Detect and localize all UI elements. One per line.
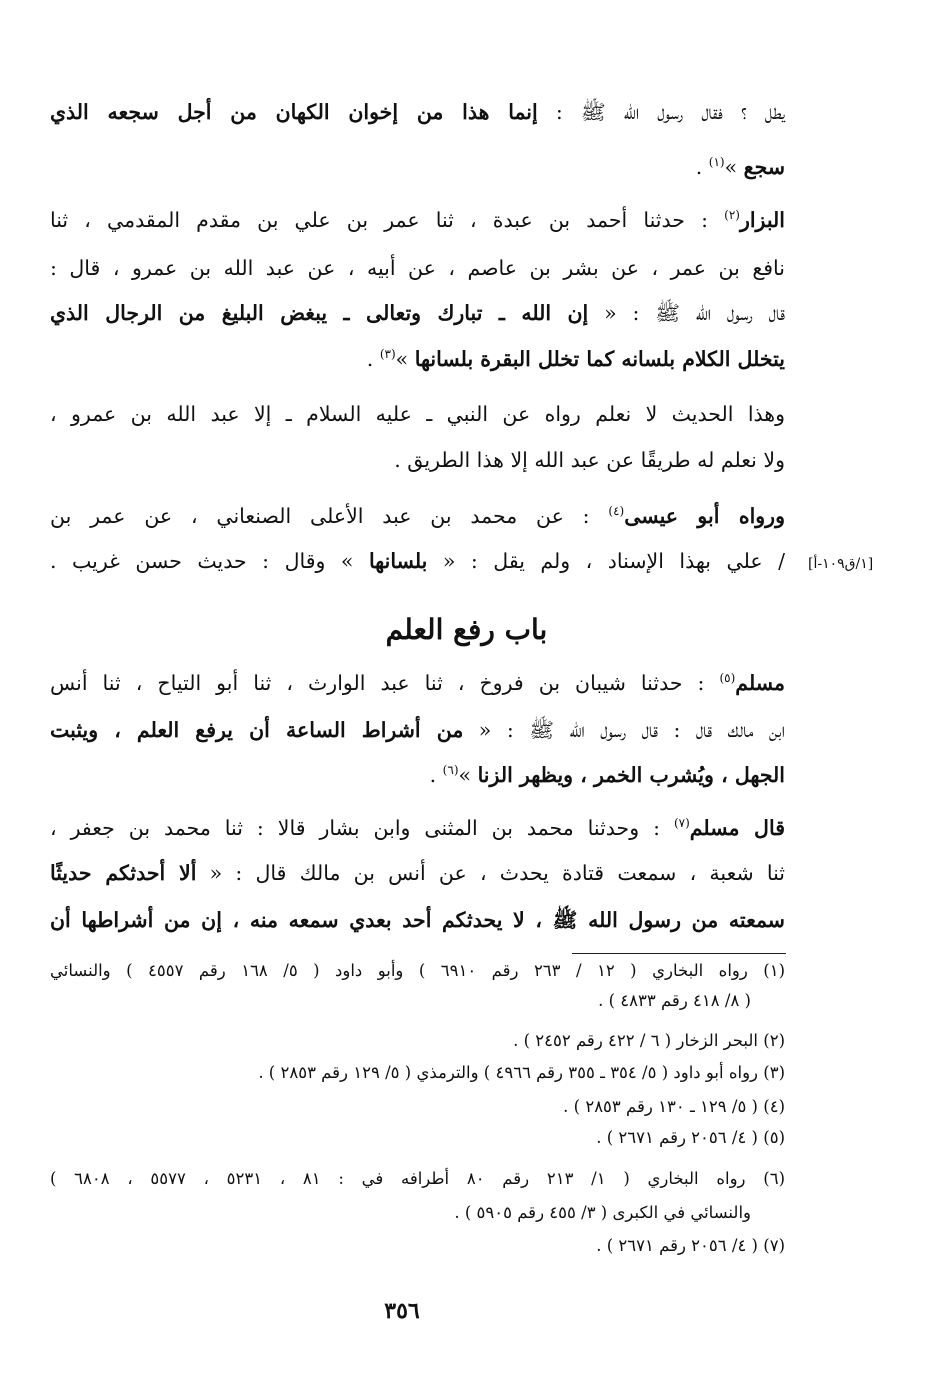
narration-text: . — [429, 763, 443, 787]
manuscript-folio-reference: [١/ق١٠٩-أ] — [808, 556, 874, 572]
narration-text: قال رسول الله ﷺ : « — [588, 301, 786, 325]
hadith-text: سجع — [743, 155, 785, 179]
footnote-line: (٢) البحر الزخار ( ٦ / ٤٢٢ رقم ٢٤٥٢ ) . — [513, 1031, 785, 1050]
footnote-marker: (٥) — [719, 671, 736, 686]
text-line — [50, 818, 785, 839]
hadith-text: ألا أحدثكم حديثًا — [50, 861, 197, 885]
text-line — [50, 720, 785, 741]
narration-text: ولا نعلم له طريقًا عن عبد الله إلا هذا الطريق . — [394, 448, 785, 472]
text-line — [50, 404, 785, 425]
text-line — [50, 910, 785, 931]
narration-text: / علي بهذا الإسناد ، ولم يقل : « — [427, 549, 785, 573]
hadith-text: قال مسلم — [689, 816, 785, 840]
text-line — [50, 303, 785, 324]
footnote-marker: (١) — [708, 155, 725, 170]
hadith-text: إن الله ـ تبارك وتعالى ـ يبغض البليغ من الرجال الذي — [50, 301, 589, 325]
text-line — [50, 157, 785, 178]
footnote-line: (٧) ( ٤/ ٢٠٥٦ رقم ٢٦٧١ ) . — [596, 1236, 785, 1255]
text-line — [50, 863, 785, 884]
footnote-line: والنسائي في الكبرى ( ٣/ ٤٥٥ رقم ٥٩٠٥ ) . — [454, 1203, 751, 1222]
hadith-text: الجهل ، ويُشرب الخمر ، ويظهر الزنا — [477, 763, 785, 787]
footnote-divider — [572, 953, 786, 954]
page-number: ٣٥٦ — [384, 1298, 420, 1324]
section-heading: باب رفع العلم — [385, 613, 548, 646]
hadith-text: سمعته من رسول الله ﷺ ، لا يحدثكم أحد بعدي سمعه منه ، إن من أشراطها أن — [50, 908, 785, 932]
footnote-marker: (٤) — [608, 504, 625, 519]
text-line — [50, 102, 785, 123]
text-line — [50, 450, 785, 471]
hadith-text: إنما هذا من إخوان الكهان من أجل سجعه الذي — [50, 100, 538, 124]
narration-text: وهذا الحديث لا نعلم رواه عن النبي ـ عليه السلام ـ إلا عبد الله بن عمرو ، — [50, 402, 785, 426]
footnote-marker: (٣) — [379, 347, 396, 362]
narration-text: : حدثنا أحمد بن عبدة ، ثنا عمر بن علي بن مقدم المقدمي ، ثنا — [50, 208, 725, 232]
footnote-line: (٦) رواه البخاري ( ١/ ٢١٣ رقم ٨٠ أطرافه في : ٨١ ، ٥٢٣١ ، ٥٥٧٧ ، ٦٨٠٨ ) — [50, 1169, 785, 1188]
text-line — [50, 765, 785, 786]
footnote-line: ( ٨/ ٤١٨ رقم ٤٨٣٣ ) . — [598, 991, 751, 1010]
footnote-marker: (٦) — [442, 763, 459, 778]
narration-text: : حدثنا شيبان بن فروخ ، ثنا عبد الوارث ، ثنا أبو التياح ، ثنا أنس — [50, 671, 720, 695]
footnote-line: (٣) رواه أبو داود ( ٥/ ٣٥٤ ـ ٣٥٥ رقم ٤٩٦٦ ) والترمذي ( ٥/ ١٢٩ رقم ٢٨٥٣ ) . — [258, 1063, 785, 1082]
narration-text: نافع بن عمر ، عن بشر بن عاصم ، عن أبيه ، عن عبد الله بن عمرو ، قال : — [50, 256, 785, 280]
footnote-line: (٤) ( ٥/ ١٢٩ ـ ١٣٠ رقم ٢٨٥٣ ) . — [563, 1097, 785, 1116]
narration-text: ثنا شعبة ، سمعت قتادة يحدث ، عن أنس بن مالك قال : « — [196, 861, 785, 885]
text-line — [50, 349, 785, 370]
narration-text: : وحدثنا محمد بن المثنى وابن بشار قالا : ثنا محمد بن جعفر ، — [50, 816, 674, 840]
hadith-text: من أشراط الساعة أن يرفع العلم ، ويثبت — [50, 718, 464, 742]
narration-text: . — [695, 155, 709, 179]
narration-text: . — [366, 347, 380, 371]
text-line — [50, 506, 785, 527]
footnote-line: (٥) ( ٤/ ٢٠٥٦ رقم ٢٦٧١ ) . — [596, 1128, 785, 1147]
hadith-text: مسلم — [735, 671, 785, 695]
footnote-marker: (٢) — [724, 208, 740, 223]
narration-text: ابن مالك قال : قال رسول الله ﷺ : « — [463, 718, 785, 742]
text-line — [50, 210, 785, 231]
text-line — [50, 551, 785, 572]
text-line — [50, 673, 785, 694]
text-line — [50, 258, 785, 279]
narration-text: » — [458, 763, 478, 787]
narration-text: يطل ؟ فقال رسول الله ﷺ : — [537, 100, 786, 124]
footnote-marker: (٧) — [673, 816, 690, 831]
hadith-text: البزار — [739, 208, 785, 232]
hadith-text: ورواه أبو عيسى — [624, 504, 785, 528]
narration-text: : عن محمد بن عبد الأعلى الصنعاني ، عن عمر بن — [50, 504, 609, 528]
hadith-text: بلسانها — [368, 549, 428, 573]
footnote-line: (١) رواه البخاري ( ١٢ / ٢٦٣ رقم ٦٩١٠ ) وأبو داود ( ٥/ ١٦٨ رقم ٤٥٥٧ ) والنسائي — [50, 961, 786, 980]
narration-text: » — [395, 347, 415, 371]
narration-text: » — [724, 155, 744, 179]
narration-text: » وقال : حديث حسن غريب . — [50, 549, 369, 573]
hadith-text: يتخلل الكلام بلسانه كما تخلل البقرة بلسانها — [414, 347, 785, 371]
